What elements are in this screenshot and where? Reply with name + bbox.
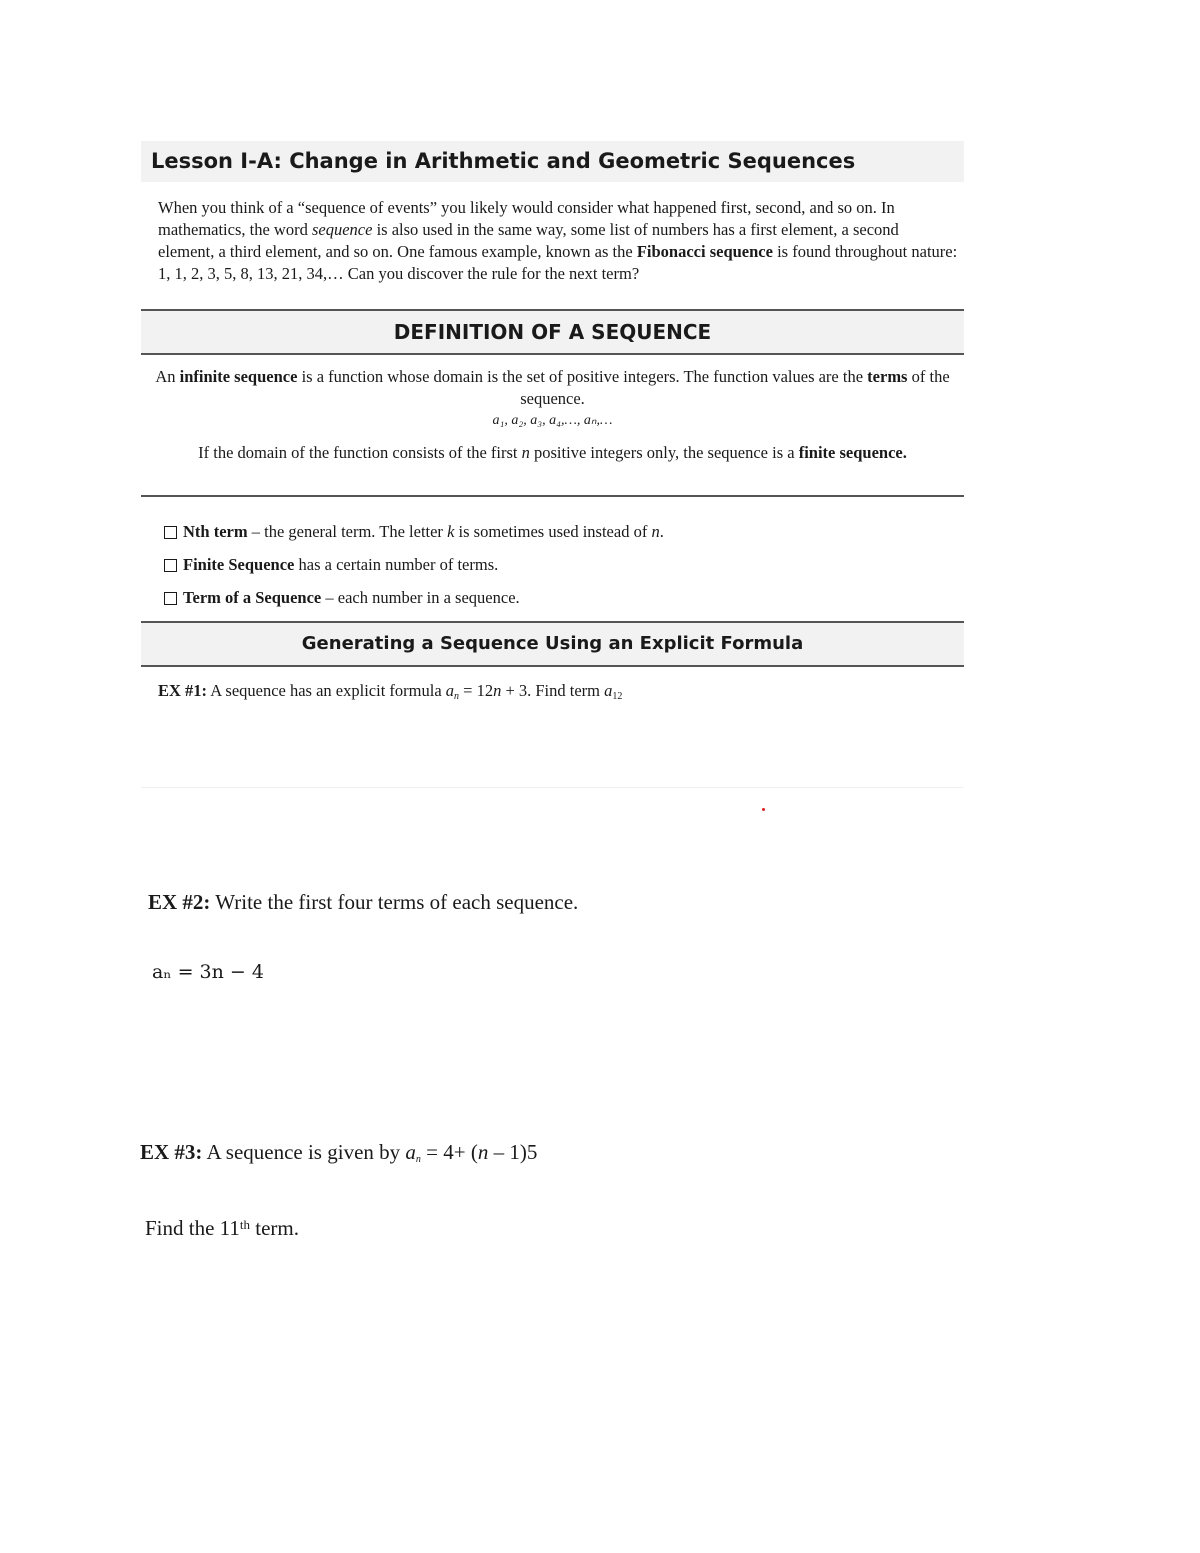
definition-heading: DEFINITION OF A SEQUENCE xyxy=(141,309,964,355)
definition-line-2: If the domain of the function consists of the first n positive integers only, the sequence is a finite sequence. xyxy=(198,443,907,462)
sequence-notation: a₁, a₂, a₃, a₄,…, aₙ,… xyxy=(492,413,613,428)
example-1: EX #1: A sequence has an explicit formula $a_n = 12n + 3$. Find term $a_{12}$ xyxy=(158,681,623,702)
list-item: Nth term – the general term. The letter k is sometimes used instead of n. xyxy=(164,521,944,554)
definition-body xyxy=(141,366,964,464)
checkbox-icon xyxy=(164,526,177,539)
definition-bottom-rule xyxy=(141,495,964,497)
terms-list xyxy=(164,521,944,620)
list-item: Finite Sequence has a certain number of terms. xyxy=(164,554,944,587)
generating-heading: Generating a Sequence Using an Explicit Formula xyxy=(141,621,964,667)
example-3-instruction: Find the 11th term. xyxy=(145,1216,299,1240)
divider xyxy=(141,787,964,788)
list-item: Term of a Sequence – each number in a sequence. xyxy=(164,587,944,620)
checkbox-icon xyxy=(164,559,177,572)
checkbox-icon xyxy=(164,592,177,605)
example-2-formula: aₙ = 3n − 4 xyxy=(152,961,264,983)
lesson-title: Lesson I-A: Change in Arithmetic and Geometric Sequences xyxy=(141,141,964,182)
example-3: EX #3: A sequence is given by $a_n = 4+ (n - 1)5$ xyxy=(140,1140,538,1165)
intro-paragraph: When you think of a “sequence of events” you likely would consider what happened first, second, and so on. In mathematics, the word sequence is also used in the same way, some list of numbers has a first element, a second element, a third element, and so on. One famous example, known as the Fibonacci sequence is found throughout nature: 1, 1, 2, 3, 5, 8, 13, 21, 34,… Can you discover the rule for the next term? xyxy=(158,198,958,283)
definition-line-1: An infinite sequence is a function whose domain is the set of positive integers. The function values are the terms of the sequence. xyxy=(155,367,950,408)
stray-mark xyxy=(762,808,765,811)
example-2: EX #2: Write the first four terms of each sequence. xyxy=(148,890,579,914)
